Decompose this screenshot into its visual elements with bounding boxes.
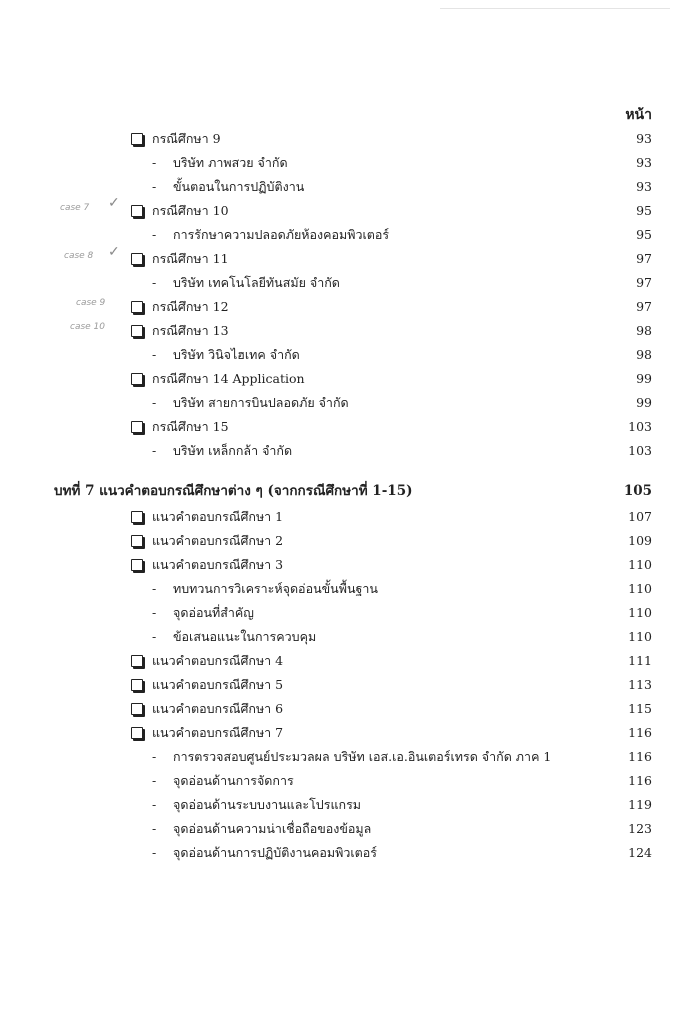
margin-note: case 7 (60, 203, 90, 213)
page-number: 93 (636, 131, 652, 146)
page-number: 99 (636, 395, 652, 410)
page-number: 115 (628, 701, 652, 716)
toc-row (0, 554, 652, 576)
page-number: 111 (628, 653, 652, 668)
checkbox-icon (131, 253, 143, 265)
checkbox-icon (131, 679, 143, 691)
toc-entry-text: จุดอ่อนที่สำคัญ (173, 605, 254, 620)
toc-row (0, 698, 652, 720)
toc-row (0, 416, 652, 438)
checkbox-icon (131, 373, 143, 385)
toc-row (0, 440, 652, 462)
toc-row (0, 746, 652, 768)
page-number: 98 (636, 323, 652, 338)
toc-entry-text: กรณีศึกษา 11 (152, 251, 229, 266)
toc-row (0, 818, 652, 840)
toc-entry-text: กรณีศึกษา 14 Application (152, 371, 305, 386)
toc-row (0, 176, 652, 198)
page-number: 109 (628, 533, 652, 548)
checkbox-icon (131, 655, 143, 667)
page-number: 107 (628, 509, 652, 524)
bullet-dash: - (152, 821, 157, 836)
page-number: 103 (628, 419, 652, 434)
toc-row (0, 578, 652, 600)
checkbox-icon (131, 559, 143, 571)
toc-entry-text: แนวคำตอบกรณีศึกษา 5 (152, 677, 284, 692)
page-number: 110 (628, 629, 652, 644)
page-number: 124 (628, 845, 652, 860)
toc-entry-text: บริษัท เหล็กกล้า จำกัด (173, 443, 293, 458)
toc-entry-text: จุดอ่อนด้านความน่าเชื่อถือของข้อมูล (173, 821, 372, 836)
toc-entry-text: การรักษาความปลอดภัยห้องคอมพิวเตอร์ (173, 227, 390, 242)
toc-entry-text: บทที่ 7 แนวคำตอบกรณีศึกษาต่าง ๆ (จากกรณีศึกษาที่ 1-15) (54, 483, 413, 499)
toc-entry-text: กรณีศึกษา 9 (152, 131, 221, 146)
toc-entry-text: บริษัท ภาพสวย จำกัด (173, 155, 288, 170)
page-column-header: หน้า (625, 107, 652, 123)
toc-entry-text: จุดอ่อนด้านระบบงานและโปรแกรม (173, 797, 362, 812)
page-number: 116 (628, 749, 652, 764)
toc-entry-text: จุดอ่อนด้านการปฏิบัติงานคอมพิวเตอร์ (173, 845, 378, 860)
toc-entry-text: แนวคำตอบกรณีศึกษา 3 (152, 557, 284, 572)
checkbox-icon (131, 133, 143, 145)
page-number: 95 (636, 203, 652, 218)
toc-row (0, 506, 652, 528)
page-number: 116 (628, 773, 652, 788)
page-number: 110 (628, 605, 652, 620)
page-number: 116 (628, 725, 652, 740)
toc-row (0, 272, 652, 294)
toc-row (0, 674, 652, 696)
bullet-dash: - (152, 605, 157, 620)
toc-entry-text: แนวคำตอบกรณีศึกษา 1 (152, 509, 284, 524)
checkbox-icon (131, 421, 143, 433)
toc-row (0, 650, 652, 672)
page-number: 93 (636, 155, 652, 170)
checkbox-icon (131, 535, 143, 547)
margin-note: case 8 (64, 251, 94, 261)
toc-entry-text: แนวคำตอบกรณีศึกษา 4 (152, 653, 284, 668)
checkmark-icon: ✓ (108, 195, 120, 211)
toc-entry-text: ขั้นตอนในการปฏิบัติงาน (173, 179, 305, 194)
toc-row (0, 368, 652, 390)
page-number: 119 (628, 797, 652, 812)
checkbox-icon (131, 301, 143, 313)
toc-entry-text: บริษัท สายการบินปลอดภัย จำกัด (173, 395, 349, 410)
checkmark-icon: ✓ (108, 244, 120, 260)
toc-row (0, 530, 652, 552)
checkbox-icon (131, 511, 143, 523)
toc-row (0, 602, 652, 624)
toc-entry-text: แนวคำตอบกรณีศึกษา 7 (152, 725, 284, 740)
toc-row (0, 248, 652, 270)
bullet-dash: - (152, 443, 157, 458)
page-number: 97 (636, 275, 652, 290)
page-number: 103 (628, 443, 652, 458)
bullet-dash: - (152, 581, 157, 596)
bullet-dash: - (152, 347, 157, 362)
toc-row (0, 200, 652, 222)
page-number: 95 (636, 227, 652, 242)
page-number: 99 (636, 371, 652, 386)
checkbox-icon (131, 727, 143, 739)
toc-chapter-row (0, 480, 652, 502)
checkbox-icon (131, 703, 143, 715)
page-number: 113 (628, 677, 652, 692)
toc-entry-text: แนวคำตอบกรณีศึกษา 2 (152, 533, 284, 548)
toc-entry-text: บริษัท เทคโนโลยีทันสมัย จำกัด (173, 275, 340, 290)
margin-note: case 9 (76, 298, 106, 308)
toc-entry-text: ข้อเสนอแนะในการควบคุม (173, 629, 317, 644)
toc-entry-text: การตรวจสอบศูนย์ประมวลผล บริษัท เอส.เอ.อินเตอร์เทรด จำกัด ภาค 1 (173, 749, 552, 764)
toc-row (0, 224, 652, 246)
page-number: 93 (636, 179, 652, 194)
toc-row (0, 128, 652, 150)
toc-row (0, 344, 652, 366)
bullet-dash: - (152, 797, 157, 812)
checkbox-icon (131, 325, 143, 337)
toc-row (0, 842, 652, 864)
bullet-dash: - (152, 179, 157, 194)
toc-entry-text: กรณีศึกษา 12 (152, 299, 229, 314)
toc-entry-text: กรณีศึกษา 15 (152, 419, 229, 434)
toc-row (0, 152, 652, 174)
bullet-dash: - (152, 395, 157, 410)
bullet-dash: - (152, 629, 157, 644)
toc-entry-text: แนวคำตอบกรณีศึกษา 6 (152, 701, 284, 716)
bullet-dash: - (152, 845, 157, 860)
toc-entry-text: ทบทวนการวิเคราะห์จุดอ่อนขั้นพื้นฐาน (173, 581, 378, 596)
checkbox-icon (131, 205, 143, 217)
bullet-dash: - (152, 155, 157, 170)
bullet-dash: - (152, 749, 157, 764)
page-number: 97 (636, 299, 652, 314)
page-number: 110 (628, 581, 652, 596)
toc-row (0, 626, 652, 648)
page-number: 97 (636, 251, 652, 266)
toc-row (0, 392, 652, 414)
toc-entry-text: จุดอ่อนด้านการจัดการ (173, 773, 294, 788)
page-number: 110 (628, 557, 652, 572)
toc-row (0, 770, 652, 792)
margin-note: case 10 (70, 322, 106, 332)
bullet-dash: - (152, 275, 157, 290)
page-number: 98 (636, 347, 652, 362)
bullet-dash: - (152, 227, 157, 242)
toc-entry-text: กรณีศึกษา 13 (152, 323, 229, 338)
toc-row (0, 722, 652, 744)
toc-entry-text: บริษัท วินิจไฮเทค จำกัด (173, 347, 300, 362)
toc-entry-text: กรณีศึกษา 10 (152, 203, 229, 218)
page-number: 123 (628, 821, 652, 836)
toc-row (0, 794, 652, 816)
scan-edge-line (440, 8, 670, 9)
bullet-dash: - (152, 773, 157, 788)
page-number: 105 (623, 483, 652, 499)
